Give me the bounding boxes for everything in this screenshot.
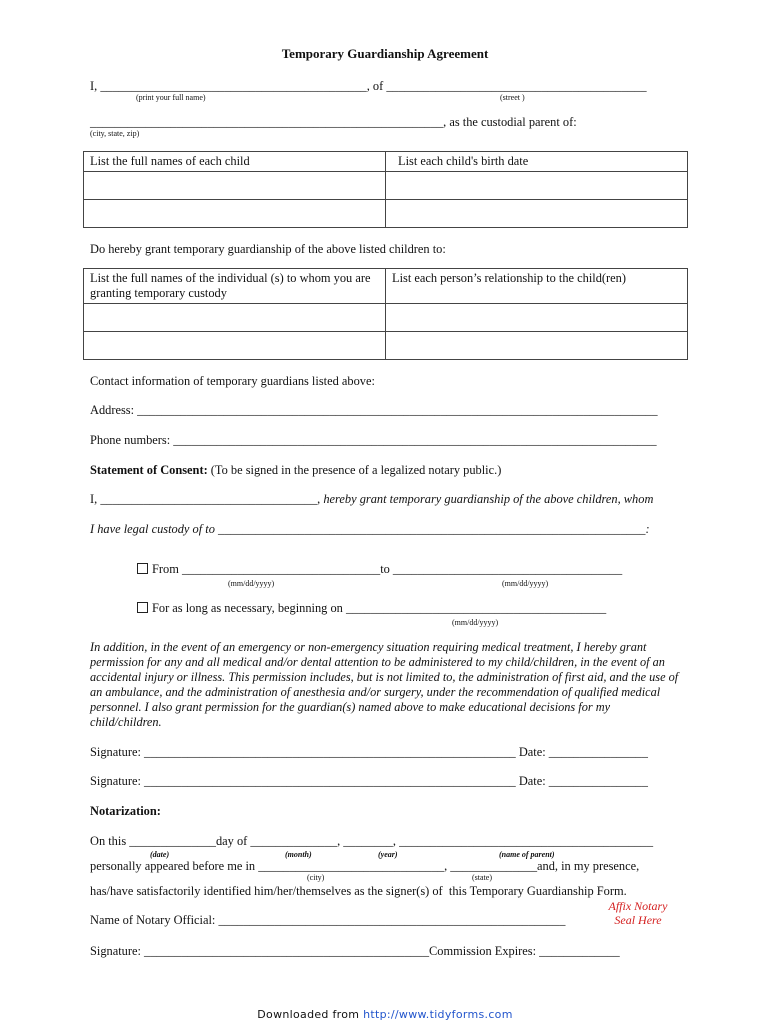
- guardian-relationship-cell[interactable]: [386, 332, 688, 360]
- signature-line-2[interactable]: Signature: ____________________________________________________________ Date: ________________: [90, 774, 648, 788]
- child-birthdate-cell[interactable]: [386, 172, 688, 200]
- consent-grant-text: hereby grant temporary guardianship of the above children, whom: [320, 492, 654, 506]
- year-hint: (year): [378, 850, 398, 859]
- identification-statement: has/have satisfactorily identified him/her/themselves as the signer(s) of this Temporary Guardianship Form.: [90, 884, 627, 898]
- guardians-table: [83, 268, 688, 360]
- appeared-line[interactable]: personally appeared before me in ______________________________, ______________and, in my presence,: [90, 859, 640, 873]
- notary-seal-label-2: Seal Here: [614, 913, 662, 927]
- consent-name-blank[interactable]: I, ___________________________________,: [90, 492, 321, 506]
- long-as-necessary-checkbox[interactable]: [137, 602, 148, 613]
- footer-prefix: Downloaded from: [257, 1008, 364, 1021]
- state-hint: (state): [472, 873, 492, 882]
- contact-heading: Contact information of temporary guardians listed above:: [90, 374, 375, 388]
- guardian-relationship-cell[interactable]: [386, 304, 688, 332]
- guardian-relationship-header: List each person’s relationship to the child(ren): [386, 269, 688, 304]
- notary-name-line[interactable]: Name of Notary Official: ________________________________________________________: [90, 913, 566, 927]
- month-hint: (month): [285, 850, 312, 859]
- guardian-name-cell[interactable]: [84, 304, 386, 332]
- child-birthdate-cell[interactable]: [386, 200, 688, 228]
- notary-seal-label-1: Affix Notary: [608, 899, 668, 913]
- children-birthdate-header: List each child's birth date: [386, 152, 688, 172]
- long-as-necessary-line[interactable]: For as long as necessary, beginning on __________________________________________: [152, 601, 607, 615]
- guardian-name-header: List the full names of the individual (s) to whom you are granting temporary custody: [84, 269, 386, 304]
- from-to-line[interactable]: From ________________________________to _____________________________________: [152, 562, 623, 576]
- address-line[interactable]: Address: ____________________________________________________________________________________: [90, 403, 658, 417]
- notarization-heading: Notarization:: [90, 804, 161, 818]
- children-table: [83, 151, 688, 228]
- tidyforms-link[interactable]: http://www.tidyforms.com: [363, 1008, 513, 1021]
- signature-line-1[interactable]: Signature: ____________________________________________________________ Date: ________________: [90, 745, 648, 759]
- children-name-header: List the full names of each child: [84, 152, 386, 172]
- from-date-hint: (mm/dd/yyyy): [228, 579, 275, 588]
- consent-note: (To be signed in the presence of a legalized notary public.): [207, 463, 502, 477]
- phone-line[interactable]: Phone numbers: ______________________________________________________________________________: [90, 433, 657, 447]
- city-hint: (city): [307, 873, 325, 882]
- consent-statement: [90, 463, 501, 478]
- consent-label: Statement of Consent:: [90, 463, 208, 477]
- download-footer: [0, 1008, 770, 1021]
- begin-date-hint: (mm/dd/yyyy): [452, 618, 499, 627]
- from-option[interactable]: [137, 562, 622, 577]
- consent-line-1[interactable]: [90, 492, 653, 507]
- consent-line-2[interactable]: I have legal custody of to _____________________________________________________________________:: [90, 522, 650, 536]
- child-name-cell[interactable]: [84, 172, 386, 200]
- parent-name-line[interactable]: I, ___________________________________________, of __________________________________________: [90, 79, 647, 93]
- print-name-hint: (print your full name): [136, 93, 206, 102]
- child-name-cell[interactable]: [84, 200, 386, 228]
- notary-date-line[interactable]: On this ______________day of ______________, ________, _________________________________________: [90, 834, 654, 848]
- long-as-necessary-option[interactable]: [137, 601, 606, 616]
- parent-name-hint: (name of parent): [499, 850, 555, 859]
- grant-statement: Do hereby grant temporary guardianship of the above listed children to:: [90, 242, 446, 256]
- date-hint: (date): [150, 850, 170, 859]
- street-hint: (street ): [500, 93, 525, 102]
- document-title: Temporary Guardianship Agreement: [281, 46, 489, 61]
- to-date-hint: (mm/dd/yyyy): [502, 579, 549, 588]
- guardian-name-cell[interactable]: [84, 332, 386, 360]
- city-state-zip-hint: (city, state, zip): [90, 129, 140, 138]
- medical-permission-paragraph: In addition, in the event of an emergency or non-emergency situation requiring medical treatment, I hereby grant permission for any and all medical and/or dental attention to be administered to my child/children, in the event of an accidental injury or illness. This permission includes, but is not limited to, the administration of first aid, and the use of an ambulance, and the administration of anesthesia and/or surgery, under the recommendation of qualified medical personnel. I also grant permission for the guardian(s) named above to make educational decisions for my child/children.: [90, 640, 679, 729]
- from-checkbox[interactable]: [137, 563, 148, 574]
- notary-signature-line[interactable]: Signature: ______________________________________________Commission Expires: _____________: [90, 944, 620, 958]
- city-state-zip-line[interactable]: _________________________________________________________, as the custodial parent of:: [90, 115, 577, 129]
